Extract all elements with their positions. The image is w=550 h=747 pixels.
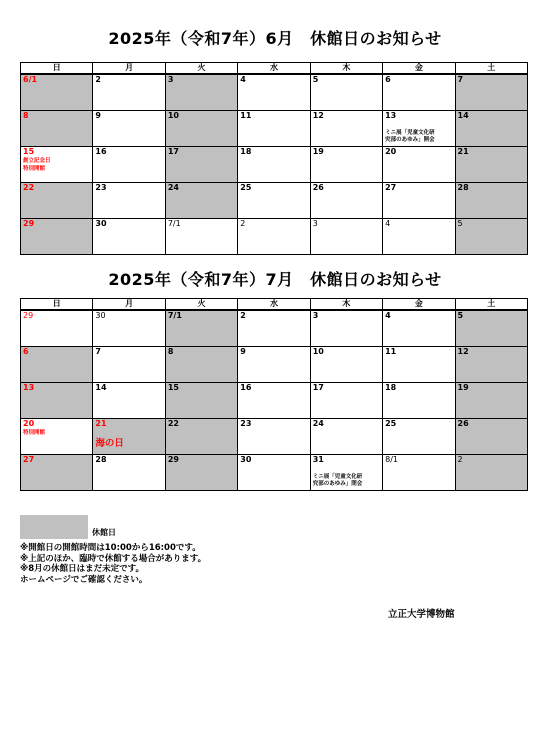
day-cell	[93, 455, 165, 491]
day-number: 29	[167, 455, 179, 464]
day-cell	[93, 74, 165, 111]
weekday-header: 金	[383, 299, 455, 311]
note-line: ※開館日の開館時間は10:00から16:00です。	[20, 543, 201, 553]
day-cell	[383, 419, 455, 455]
day-number: 2	[240, 311, 246, 320]
note-line: ※上記のほか、臨時で休館する場合があります。	[20, 553, 207, 564]
day-cell	[93, 147, 165, 183]
day-cell	[165, 183, 237, 219]
day-number: 7/1	[167, 219, 181, 228]
day-cell	[93, 111, 165, 147]
day-number: 27	[23, 455, 35, 464]
day-cell	[21, 219, 93, 255]
day-cell	[383, 147, 455, 183]
event-note-line: 究部のあゆみ」開会	[385, 137, 435, 143]
day-cell	[383, 455, 455, 491]
day-number: 29	[23, 311, 34, 320]
day-number: 20	[23, 419, 35, 428]
week-row	[21, 219, 528, 255]
museum-name: 立正大学博物館	[388, 609, 455, 620]
day-number: 9	[95, 111, 101, 120]
day-cell	[310, 219, 382, 255]
day-number: 4	[385, 219, 391, 228]
week-row	[21, 419, 528, 455]
day-cell	[21, 74, 93, 111]
day-cell	[93, 383, 165, 419]
day-cell	[455, 219, 527, 255]
day-number: 4	[385, 311, 391, 320]
day-number: 8/1	[385, 455, 398, 464]
day-number: 26	[457, 419, 469, 428]
day-number: 12	[312, 111, 324, 120]
day-number: 28	[457, 183, 469, 192]
day-cell	[238, 310, 310, 347]
day-cell	[310, 74, 382, 111]
day-number: 7/1	[167, 311, 182, 320]
day-cell	[455, 74, 527, 111]
day-number: 27	[385, 183, 397, 192]
day-number: 9	[240, 347, 246, 356]
day-number: 7	[457, 75, 464, 84]
day-number: 13	[385, 111, 397, 120]
day-cell	[383, 383, 455, 419]
week-row	[21, 347, 528, 383]
day-number: 16	[95, 147, 107, 156]
week-row	[21, 310, 528, 347]
day-number: 5	[457, 311, 464, 320]
day-cell	[165, 147, 237, 183]
weekday-header: 火	[165, 299, 237, 311]
day-cell	[238, 74, 310, 111]
day-cell	[21, 419, 93, 455]
week-row	[21, 183, 528, 219]
day-cell	[165, 347, 237, 383]
day-cell	[93, 183, 165, 219]
day-cell	[455, 111, 527, 147]
day-cell	[383, 111, 455, 147]
day-cell	[165, 219, 237, 255]
june-title: 2025年（令和7年）6月 休館日のお知らせ	[108, 29, 442, 48]
weekday-header-row	[21, 299, 528, 311]
day-cell	[455, 310, 527, 347]
day-number: 8	[167, 347, 174, 356]
day-cell	[165, 74, 237, 111]
day-cell	[238, 111, 310, 147]
day-cell	[21, 183, 93, 219]
day-number: 19	[457, 383, 469, 392]
day-number: 15	[23, 147, 35, 156]
day-cell	[21, 455, 93, 491]
day-number: 23	[240, 419, 252, 428]
notes	[20, 543, 206, 585]
note-line: ホームページでご確認ください。	[20, 574, 148, 585]
day-cell	[310, 310, 382, 347]
day-cell	[93, 419, 165, 455]
note-line: ※8月の休館日はまだ未定です。	[20, 564, 144, 574]
weekday-header: 火	[165, 63, 237, 75]
weekday-header: 木	[310, 63, 382, 75]
day-cell	[165, 383, 237, 419]
day-cell	[455, 455, 527, 491]
day-number: 3	[312, 219, 318, 228]
day-number: 31	[312, 455, 324, 464]
week-row	[21, 455, 528, 491]
day-cell	[165, 111, 237, 147]
day-number: 25	[240, 183, 252, 192]
day-number: 4	[240, 75, 246, 84]
day-cell	[310, 347, 382, 383]
day-number: 6/1	[23, 75, 38, 84]
day-number: 30	[240, 455, 252, 464]
day-cell	[238, 455, 310, 491]
holiday-label: 海の日	[95, 438, 124, 449]
day-cell	[383, 310, 455, 347]
day-cell	[238, 147, 310, 183]
day-number: 18	[240, 147, 252, 156]
event-note	[385, 130, 435, 144]
day-number: 2	[457, 455, 463, 464]
day-number: 24	[167, 183, 179, 192]
week-row	[21, 111, 528, 147]
day-number: 8	[23, 111, 29, 120]
day-cell	[238, 183, 310, 219]
day-note: 創立記念日	[23, 158, 51, 164]
week-row	[21, 74, 528, 111]
day-note: 特別開館	[23, 430, 46, 436]
day-number: 5	[312, 75, 319, 84]
day-number: 5	[457, 219, 463, 228]
day-cell	[238, 419, 310, 455]
day-number: 17	[167, 147, 179, 156]
day-number: 21	[95, 419, 107, 428]
weekday-header: 日	[21, 63, 93, 75]
weekday-header: 月	[93, 299, 165, 311]
day-number: 19	[312, 147, 324, 156]
weekday-header: 木	[310, 299, 382, 311]
day-cell	[165, 419, 237, 455]
day-cell	[455, 147, 527, 183]
july-calendar	[20, 298, 528, 491]
day-cell	[21, 347, 93, 383]
day-cell	[310, 455, 382, 491]
weekday-header: 水	[238, 299, 310, 311]
day-cell	[383, 347, 455, 383]
day-cell	[383, 183, 455, 219]
weekday-header-row	[21, 63, 528, 75]
week-row	[21, 383, 528, 419]
day-cell	[21, 310, 93, 347]
closed-legend-swatch	[20, 515, 88, 539]
day-cell	[93, 347, 165, 383]
day-cell	[455, 419, 527, 455]
week-row	[21, 147, 528, 183]
weekday-header: 土	[455, 63, 527, 75]
event-note	[313, 474, 363, 488]
day-number: 17	[312, 383, 324, 392]
weekday-header: 日	[21, 299, 93, 311]
day-cell	[310, 419, 382, 455]
day-number: 3	[167, 75, 174, 84]
day-cell	[21, 383, 93, 419]
day-cell	[238, 347, 310, 383]
day-cell	[93, 219, 165, 255]
day-number: 22	[23, 183, 35, 192]
day-cell	[383, 74, 455, 111]
july-title: 2025年（令和7年）7月 休館日のお知らせ	[108, 270, 442, 289]
day-cell	[455, 347, 527, 383]
day-number: 3	[312, 311, 319, 320]
day-number: 15	[167, 383, 179, 392]
day-cell	[21, 147, 93, 183]
day-number: 21	[457, 147, 469, 156]
day-number: 16	[240, 383, 252, 392]
day-number: 23	[95, 183, 107, 192]
day-cell	[455, 383, 527, 419]
day-number: 26	[312, 183, 324, 192]
weekday-header: 月	[93, 63, 165, 75]
weekday-header: 水	[238, 63, 310, 75]
day-number: 2	[95, 75, 101, 84]
day-cell	[310, 183, 382, 219]
day-number: 11	[385, 347, 397, 356]
day-number: 28	[95, 455, 107, 464]
day-cell	[238, 219, 310, 255]
event-note-line: ミニ展「児童文化研	[312, 474, 363, 480]
weekday-header: 土	[455, 299, 527, 311]
june-calendar	[20, 62, 528, 255]
day-note: 特別開館	[23, 166, 46, 172]
day-number: 12	[457, 347, 469, 356]
day-cell	[310, 383, 382, 419]
day-number: 2	[240, 219, 246, 228]
day-number: 10	[167, 111, 179, 120]
day-cell	[21, 111, 93, 147]
day-number: 22	[167, 419, 179, 428]
day-cell	[455, 183, 527, 219]
day-number: 14	[95, 383, 107, 392]
day-cell	[310, 147, 382, 183]
day-number: 14	[457, 111, 469, 120]
day-cell	[383, 219, 455, 255]
day-number: 7	[95, 347, 101, 356]
day-number: 13	[23, 383, 35, 392]
day-number: 30	[95, 311, 106, 320]
day-number: 11	[240, 111, 252, 120]
day-cell	[93, 310, 165, 347]
closed-legend-label: 休館日	[92, 528, 116, 537]
day-number: 20	[385, 147, 397, 156]
event-note-line: 究部のあゆみ」閉会	[312, 481, 363, 487]
day-number: 30	[95, 219, 107, 228]
day-cell	[238, 383, 310, 419]
day-number: 10	[312, 347, 324, 356]
day-number: 18	[385, 383, 397, 392]
day-number: 25	[385, 419, 397, 428]
day-number: 6	[23, 347, 29, 356]
day-number: 6	[385, 75, 391, 84]
day-cell	[310, 111, 382, 147]
day-number: 24	[312, 419, 324, 428]
day-number: 29	[23, 219, 35, 228]
weekday-header: 金	[383, 63, 455, 75]
day-cell	[165, 310, 237, 347]
event-note-line: ミニ展「児童文化研	[385, 130, 435, 136]
day-cell	[165, 455, 237, 491]
